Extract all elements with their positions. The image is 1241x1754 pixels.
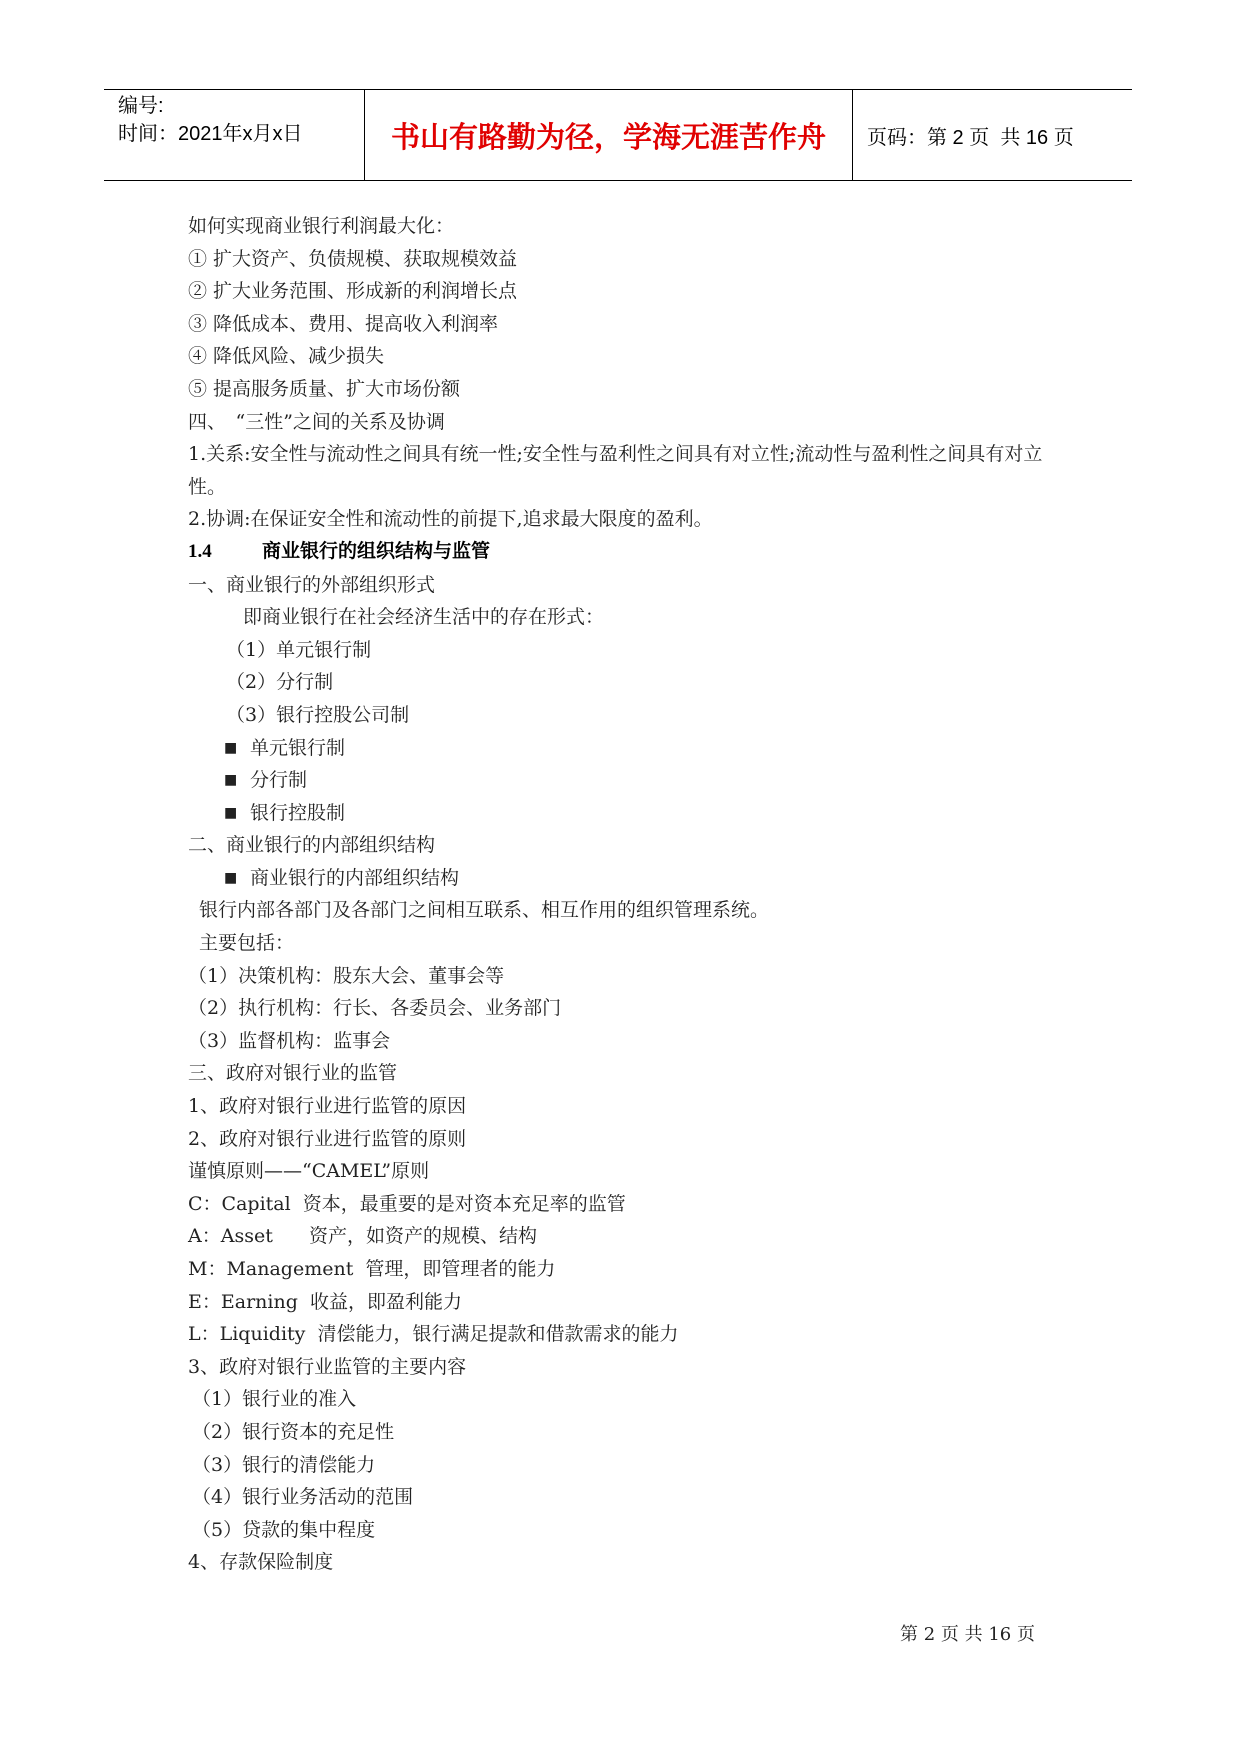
list-item: （3）银行的清偿能力: [192, 1453, 376, 1476]
bullet-item: [188, 764, 1068, 797]
header-motto: 书山有路勤为径，学海无涯苦作舟: [390, 119, 826, 154]
section-heading: 四、 “三性”之间的关系及协调: [188, 410, 445, 433]
bullet-item: [188, 732, 1068, 765]
document-time-label: 时间：2021年x月x日: [118, 123, 303, 145]
paragraph-line: 主要包括：: [199, 932, 295, 955]
paragraph-line: 即商业银行在社会经济生活中的存在形式：: [243, 606, 605, 629]
camel-item: L：Liquidity 清偿能力，银行满足提款和借款需求的能力: [188, 1323, 679, 1346]
camel-item: C：Capital 资本，最重要的是对资本充足率的监管: [188, 1192, 626, 1215]
page-header: [104, 89, 1132, 181]
header-info-cell: [104, 90, 365, 180]
paragraph-line: 如何实现商业银行利润最大化：: [188, 215, 455, 237]
list-item: ③ 降低成本、费用、提高收入利润率: [188, 312, 499, 335]
bullet-item: [188, 797, 1068, 830]
list-item: （1）单元银行制: [226, 638, 372, 661]
list-item: ① 扩大资产、负债规模、获取规模效益: [188, 247, 518, 270]
bullet-item-text: 银行控股制: [250, 801, 346, 824]
paragraph-line: 银行内部各部门及各部门之间相互联系、相互作用的组织管理系统。: [199, 899, 770, 922]
paragraph-line: 2.协调:在保证安全性和流动性的前提下,追求最大限度的盈利。: [188, 508, 713, 531]
document-body: [188, 210, 1068, 1579]
page-footer: 第 2 页 共 16 页: [900, 1624, 1035, 1645]
list-item: ② 扩大业务范围、形成新的利润增长点: [188, 280, 518, 303]
list-item: （1）决策机构：股东大会、董事会等: [188, 964, 505, 987]
list-item: ⑤ 提高服务质量、扩大市场份额: [188, 377, 461, 400]
bullet-item-text: 单元银行制: [250, 736, 346, 759]
bullet-item-text: 商业银行的内部组织结构: [250, 866, 460, 889]
list-item: （2）执行机构：行长、各委员会、业务部门: [188, 997, 562, 1020]
section-heading: 一、商业银行的外部组织形式: [188, 573, 436, 596]
list-item: （4）银行业务活动的范围: [192, 1486, 414, 1509]
camel-item: M：Management 管理，即管理者的能力: [188, 1258, 556, 1280]
paragraph-line: 2、政府对银行业进行监管的原则: [188, 1127, 467, 1150]
header-page-number: 页码：第 2 页 共 16 页: [867, 126, 1074, 149]
paragraph-line: 4、存款保险制度: [188, 1551, 334, 1574]
bullet-item: [188, 862, 1068, 895]
paragraph-line: 3、政府对银行业监管的主要内容: [188, 1355, 467, 1378]
header-motto-cell: [365, 90, 853, 180]
header-page-cell: [853, 90, 1132, 180]
paragraph-line: 谨慎原则——“CAMEL”原则: [188, 1160, 430, 1183]
camel-item: E：Earning 收益，即盈利能力: [188, 1290, 462, 1313]
section-heading: 二、商业银行的内部组织结构: [188, 834, 436, 857]
list-item: ④ 降低风险、减少损失: [188, 345, 385, 368]
bullet-square-icon: ■: [224, 804, 238, 821]
list-item: （5）贷款的集中程度: [192, 1518, 376, 1541]
document-number-label: 编号:: [118, 95, 164, 117]
subsection-number: 1.4: [188, 540, 212, 562]
subsection-title-text: 商业银行的组织结构与监管: [262, 540, 491, 562]
bullet-square-icon: ■: [224, 869, 238, 886]
list-item: （3）监督机构：监事会: [188, 1029, 391, 1052]
list-item: （1）银行业的准入: [192, 1388, 357, 1411]
bullet-square-icon: ■: [224, 772, 238, 789]
list-item: （3）银行控股公司制: [226, 703, 410, 726]
paragraph-line: 1.关系:安全性与流动性之间具有统一性;安全性与盈利性之间具有对立性;流动性与盈利性之间具有对立性。: [188, 443, 1043, 498]
paragraph-line: 1、政府对银行业进行监管的原因: [188, 1095, 467, 1118]
subsection-title: [188, 536, 1068, 569]
camel-item: A：Asset 资产，如资产的规模、结构: [188, 1225, 538, 1248]
bullet-square-icon: ■: [224, 739, 238, 756]
bullet-item-text: 分行制: [250, 769, 308, 792]
list-item: （2）银行资本的充足性: [192, 1420, 395, 1443]
section-heading: 三、政府对银行业的监管: [188, 1062, 398, 1085]
list-item: （2）分行制: [226, 671, 334, 694]
